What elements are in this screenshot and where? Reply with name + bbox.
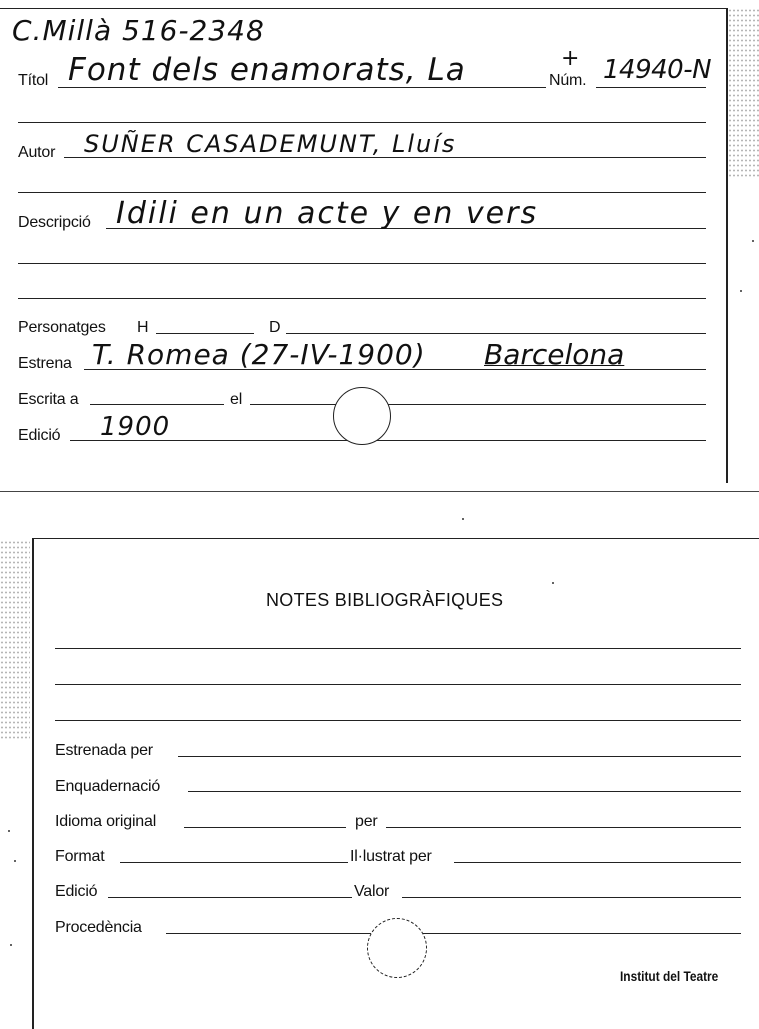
scan-noise bbox=[0, 540, 30, 740]
num-line bbox=[596, 87, 706, 88]
il-lustrat-per-line bbox=[454, 862, 741, 863]
per-label: per bbox=[355, 813, 378, 830]
edicio-label: Edició bbox=[18, 427, 61, 444]
personatges-label: Personatges bbox=[18, 319, 106, 336]
notes-title: NOTES BIBLIOGRÀFIQUES bbox=[266, 590, 504, 610]
escrita-line bbox=[90, 404, 224, 405]
num-value: 14940-N bbox=[603, 55, 712, 85]
punch-hole bbox=[333, 387, 391, 445]
card-divider bbox=[0, 491, 759, 492]
idioma-original-line bbox=[184, 827, 346, 828]
titol-value: Font dels enamorats, La bbox=[68, 52, 466, 88]
il-lustrat-per-label: Il·lustrat per bbox=[350, 848, 432, 865]
autor-label: Autor bbox=[18, 144, 56, 161]
idioma-original-label: Idioma original bbox=[55, 813, 157, 830]
notes-blank-line bbox=[55, 648, 741, 649]
scan-speck bbox=[462, 518, 464, 520]
personatges-h-label: H bbox=[137, 319, 149, 336]
personatges-d-label: D bbox=[269, 319, 281, 336]
scan-speck bbox=[740, 290, 742, 292]
scan-speck bbox=[552, 582, 554, 584]
blank-line bbox=[18, 192, 706, 193]
scan-noise bbox=[728, 8, 759, 178]
escrita-el-label: el bbox=[230, 391, 243, 408]
blank-line bbox=[18, 263, 706, 264]
scan-speck bbox=[752, 240, 754, 242]
procedencia-line bbox=[166, 933, 741, 934]
estrena-value: T. Romea (27-IV-1900) bbox=[92, 338, 426, 371]
valor-label: Valor bbox=[354, 883, 390, 900]
edicio-value: 1900 bbox=[100, 412, 171, 442]
notes-blank-line bbox=[55, 720, 741, 721]
valor-line bbox=[402, 897, 741, 898]
titol-label: Títol bbox=[18, 72, 49, 89]
blank-line bbox=[18, 122, 706, 123]
institution-name: Institut del Teatre bbox=[620, 968, 719, 984]
autor-value: SUÑER CASADEMUNT, Lluís bbox=[84, 130, 457, 158]
scan-speck bbox=[14, 860, 16, 862]
escrita-label: Escrita a bbox=[18, 391, 79, 408]
blank-line bbox=[18, 298, 706, 299]
format-label: Format bbox=[55, 848, 105, 865]
per-line bbox=[386, 827, 741, 828]
estrena-place: Barcelona bbox=[484, 338, 625, 371]
personatges-h-line bbox=[156, 333, 254, 334]
scan-speck bbox=[8, 830, 10, 832]
scan-speck bbox=[10, 944, 12, 946]
punch-hole bbox=[367, 918, 427, 978]
handwritten-header: C.Millà 516-2348 bbox=[12, 14, 265, 47]
notes-blank-line bbox=[55, 684, 741, 685]
num-label: Núm. bbox=[549, 72, 587, 89]
edicio-back-line bbox=[108, 897, 352, 898]
estrenada-per-label: Estrenada per bbox=[55, 742, 153, 759]
descripcio-label: Descripció bbox=[18, 214, 91, 231]
procedencia-label: Procedència bbox=[55, 919, 142, 936]
enquadernacio-label: Enquadernació bbox=[55, 778, 161, 795]
personatges-d-line bbox=[286, 333, 706, 334]
estrenada-per-line bbox=[178, 756, 741, 757]
edicio-back-label: Edició bbox=[55, 883, 98, 900]
enquadernacio-line bbox=[188, 791, 741, 792]
estrena-label: Estrena bbox=[18, 355, 72, 372]
escrita-el-line bbox=[250, 404, 706, 405]
descripcio-value: Idili en un acte y en vers bbox=[116, 196, 539, 231]
format-line bbox=[120, 862, 348, 863]
num-cross-mark: + bbox=[561, 46, 581, 71]
